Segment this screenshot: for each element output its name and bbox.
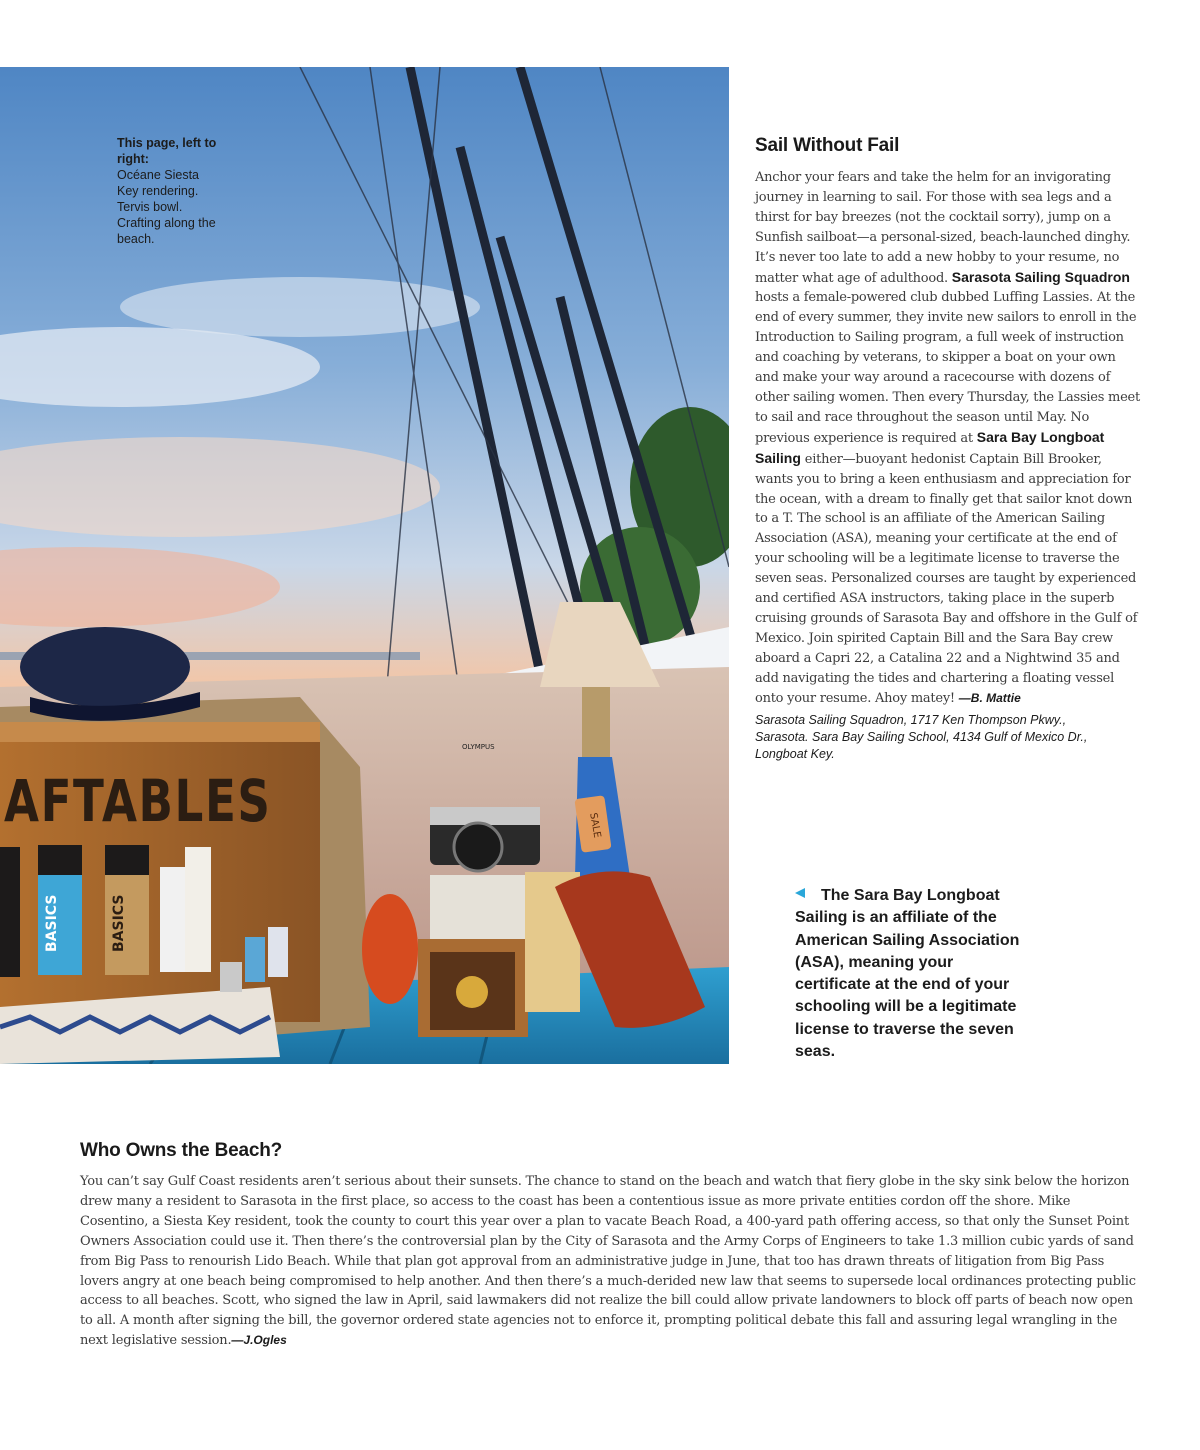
sail-article [755, 135, 1140, 763]
paint-tube-label: BASICS [44, 894, 60, 952]
sail-body [755, 168, 1140, 708]
caption-title: This page, left to right: [117, 136, 217, 166]
camera-brand: OLYMPUS [462, 743, 495, 751]
sail-heading: Sail Without Fail [755, 135, 900, 156]
sale-tag-text: SALE [587, 812, 603, 839]
org-name-squadron: Sarasota Sailing Squadron [951, 268, 1130, 285]
sail-paragraph-part: Anchor your fears and take the helm for an invigorating journey in learning to sail. For those with sea legs and a thirst for bay breezes (not the cocktail sorry), jump on a Sunfish sailboat—a personal-sized, beach-launched dinghy. It’s never too late to add a new hobby to your resume, no matter what age of adulthood. [755, 170, 1131, 286]
sail-address: Sarasota Sailing Squadron, 1717 Ken Thompson Pkwy., Sarasota. Sara Bay Sailing School, 4134 Gulf of Mexico Dr., Longboat Key. [755, 713, 1088, 762]
crate-lettering: AFTABLES [4, 767, 272, 835]
sail-paragraph-part: hosts a female-powered club dubbed Luffing Lassies. At the end of every summer, they invite new sailors to enroll in the Introduction to Sailing program, a full week of instruction and coaching by veterans, to skipper a boat on your own and make your way around a racecourse with dozens of other sailing women. Then every Thursday, the Lassies meet to sail and race throughout the season until May. No previous experience is required at [755, 290, 1140, 446]
photo-illustration [0, 67, 729, 1064]
beach-crafting-photo [0, 67, 729, 1064]
paint-tube-label: BASICS [111, 894, 127, 952]
sail-paragraph-part: either—buoyant hedonist Captain Bill Brooker, wants you to bring a keen enthusiasm and appreciation for the ocean, with a dream to finally get that sailor knot down to a T. The school is an affiliate of the American Sailing Association (ASA), meaning your certificate at the end of your schooling will be a legitimate license to traverse the seven seas. Personalized courses are taught by experienced and certified ASA instructors, taking place in the superb cruising grounds of Sarasota Bay and offshore in the Gulf of Mexico. Join spirited Captain Bill and the Sara Bay crew aboard a Capri 22, a Catalina 22 and a Nightwind 35 and add navigating the tides and chartering a floating vessel onto your resume. Ahoy matey! [755, 451, 1138, 706]
beach-heading: Who Owns the Beach? [80, 1140, 283, 1161]
triangle-marker-icon [795, 888, 805, 898]
pull-quote-text: The Sara Bay Longboat Sailing is an affiliate of the American Sailing Association (ASA), meaning your certificate at the end of your schooling will be a legitimate license to traverse the seven seas. [795, 887, 1020, 1061]
org-name-longboat: Sara Bay Longboat Sailing [755, 428, 1105, 466]
beach-body [80, 1172, 1140, 1351]
beach-article [80, 1140, 1140, 1351]
photo-caption [117, 135, 217, 247]
beach-paragraph: You can’t say Gulf Coast residents aren’t serious about their sunsets. The chance to stand on the beach and watch that fiery globe in the sky sink below the horizon drew many a resident to Sarasota in the first place, so access to the coast has been a contentious issue as more private entities cordon off the shore. Mike Cosentino, a Siesta Key resident, took the county to court this year over a plan to vacate Beach Road, a 400-yard path offering access, so that only the Sunset Point Owners Association could use it. Then there’s the controversial plan by the City of Sarasota and the Army Corps of Engineers to take 1.3 million cubic yards of sand from Big Pass to renourish Lido Beach. While that plan got approval from an administrative judge in June, that too has drawn threats of litigation from Big Pass lovers angry at one beach being compromised to help another. And then there’s a much-derided new law that seems to supersede local ordinances protecting public access to all beaches. Scott, who signed the law in April, said lawmakers did not realize the bill could allow private landowners to block off parts of beach now open to all. A month after signing the bill, the governor ordered state agencies not to enforce it, prompting political debate this fall and assuring legal wrangling in the next legislative session. [80, 1174, 1136, 1349]
pull-quote [795, 885, 1030, 1063]
caption-text: Océane Siesta Key rendering. Tervis bowl. Crafting along the beach. [117, 168, 216, 246]
sail-byline: —B. Mattie [958, 690, 1021, 705]
beach-byline: —J.Ogles [231, 1333, 287, 1348]
